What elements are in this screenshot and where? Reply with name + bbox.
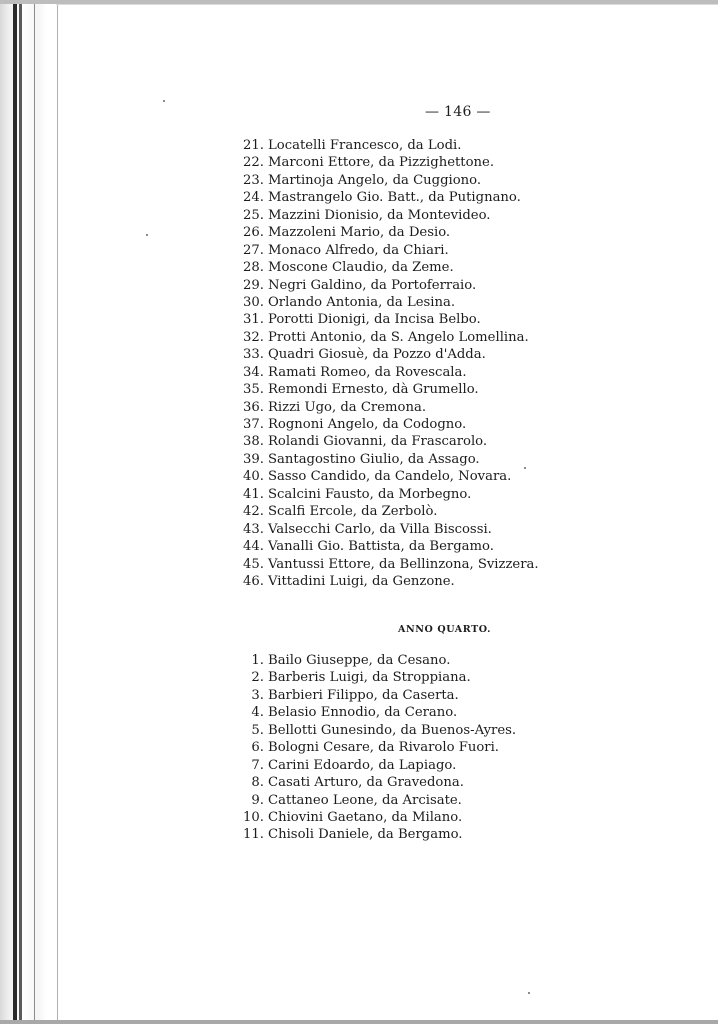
student-list-anno-quarto xyxy=(234,652,516,844)
entry-text: Rizzi Ugo, da Cremona. xyxy=(268,399,427,415)
entry-text: Porotti Dionigi, da Incisa Belbo. xyxy=(268,312,481,328)
list-entry xyxy=(234,556,539,573)
entry-text: Vantussi Ettore, da Bellinzona, Svizzera. xyxy=(268,556,539,572)
entry-number: 41. xyxy=(243,486,264,502)
entry-text: Barbieri Filippo, da Caserta. xyxy=(268,687,459,703)
entry-number: 40. xyxy=(243,469,264,485)
list-entry xyxy=(234,416,539,433)
entry-text: Belasio Ennodio, da Cerano. xyxy=(268,705,458,721)
entry-number: 37. xyxy=(243,417,264,432)
entry-number: 25. xyxy=(243,207,264,223)
list-entry xyxy=(234,774,516,791)
entry-text: Martinoja Angelo, da Cuggiono. xyxy=(268,172,482,188)
entry-number: 1. xyxy=(251,653,264,668)
entry-text: Chisoli Daniele, da Bergamo. xyxy=(268,827,463,843)
entry-text: Casati Arturo, da Gravedona. xyxy=(268,775,464,791)
entry-number: 32. xyxy=(243,329,264,345)
entry-text: Bailo Giuseppe, da Cesano. xyxy=(268,653,451,668)
entry-number: 38. xyxy=(243,434,264,450)
list-entry xyxy=(234,521,539,538)
paper-speck xyxy=(163,100,165,102)
gutter-shadow-line xyxy=(57,0,58,1024)
entry-text: Mazzoleni Mario, da Desio. xyxy=(268,225,451,241)
student-list-continued xyxy=(234,137,539,590)
list-entry xyxy=(234,486,539,503)
entry-number: 42. xyxy=(243,504,264,520)
entry-number: 45. xyxy=(243,556,264,572)
entry-text: Sasso Candido, da Candelo, Novara. xyxy=(268,469,512,485)
entry-text: Mazzini Dionisio, da Montevideo. xyxy=(268,207,491,223)
entry-text: Negri Galdino, da Portoferraio. xyxy=(268,277,477,293)
list-entry xyxy=(234,277,539,294)
list-entry xyxy=(234,669,516,686)
page-top-edge xyxy=(56,4,718,5)
entry-text: Cattaneo Leone, da Arcisate. xyxy=(268,792,462,808)
entry-text: Remondi Ernesto, dà Grumello. xyxy=(268,382,479,398)
entry-text: Vanalli Gio. Battista, da Bergamo. xyxy=(268,539,494,555)
gutter-shadow-line xyxy=(34,0,35,1024)
entry-text: Vittadini Luigi, da Genzone. xyxy=(268,573,455,589)
entry-number: 35. xyxy=(243,382,264,398)
entry-number: 21. xyxy=(243,138,264,153)
entry-number: 33. xyxy=(243,347,264,363)
list-entry xyxy=(234,329,539,346)
entry-number: 43. xyxy=(243,521,264,537)
entry-text: Marconi Ettore, da Pizzighettone. xyxy=(268,155,495,171)
entry-number: 22. xyxy=(243,155,264,171)
entry-number: 7. xyxy=(251,757,264,773)
entry-number: 36. xyxy=(243,399,264,415)
list-entry xyxy=(234,381,539,398)
list-entry xyxy=(234,704,516,721)
entry-number: 24. xyxy=(243,190,264,206)
list-entry xyxy=(234,399,539,416)
entry-text: Rognoni Angelo, da Codogno. xyxy=(268,417,467,432)
entry-number: 4. xyxy=(251,705,264,721)
list-entry xyxy=(234,311,539,328)
entry-number: 28. xyxy=(243,260,264,276)
entry-number: 8. xyxy=(251,775,264,791)
list-entry xyxy=(234,792,516,809)
page-number: — 146 — xyxy=(425,104,491,120)
entry-text: Mastrangelo Gio. Batt., da Putignano. xyxy=(268,190,521,206)
entry-number: 44. xyxy=(243,539,264,555)
section-heading: ANNO QUARTO. xyxy=(398,624,491,635)
entry-text: Chiovini Gaetano, da Milano. xyxy=(268,809,463,825)
list-entry xyxy=(234,468,539,485)
entry-number: 23. xyxy=(243,172,264,188)
entry-number: 6. xyxy=(251,740,264,756)
list-entry xyxy=(234,172,539,189)
entry-text: Monaco Alfredo, da Chiari. xyxy=(268,242,449,258)
entry-text: Barberis Luigi, da Stroppiana. xyxy=(268,670,471,686)
list-entry xyxy=(234,503,539,520)
entry-text: Santagostino Giulio, da Assago. xyxy=(268,451,480,467)
entry-number: 26. xyxy=(243,225,264,241)
paper-speck xyxy=(528,992,530,994)
entry-number: 39. xyxy=(243,451,264,467)
entry-number: 11. xyxy=(243,827,264,843)
entry-number: 5. xyxy=(251,722,264,738)
entry-text: Scalcini Fausto, da Morbegno. xyxy=(268,486,472,502)
entry-number: 3. xyxy=(251,687,264,703)
gutter-shadow-line xyxy=(13,0,17,1024)
entry-number: 46. xyxy=(243,573,264,589)
entry-text: Orlando Antonia, da Lesina. xyxy=(268,294,456,310)
list-entry xyxy=(234,826,516,843)
entry-number: 9. xyxy=(251,792,264,808)
entry-text: Scalfi Ercole, da Zerbolò. xyxy=(268,504,438,520)
entry-number: 29. xyxy=(243,277,264,293)
entry-text: Ramati Romeo, da Rovescala. xyxy=(268,364,467,380)
list-entry xyxy=(234,538,539,555)
list-entry xyxy=(234,722,516,739)
binding-gutter xyxy=(0,0,60,1024)
list-entry xyxy=(234,809,516,826)
entry-text: Carini Edoardo, da Lapiago. xyxy=(268,757,457,773)
list-entry xyxy=(234,189,539,206)
entry-text: Moscone Claudio, da Zeme. xyxy=(268,260,454,276)
list-entry xyxy=(234,242,539,259)
paper-speck xyxy=(146,234,148,236)
list-entry xyxy=(234,451,539,468)
entry-number: 34. xyxy=(243,364,264,380)
page-bottom-edge xyxy=(0,1020,718,1024)
entry-text: Quadri Giosuè, da Pozzo d'Adda. xyxy=(268,347,486,363)
list-entry xyxy=(234,573,539,590)
entry-text: Bellotti Gunesindo, da Buenos-Ayres. xyxy=(268,722,517,738)
entry-text: Locatelli Francesco, da Lodi. xyxy=(268,138,462,153)
list-entry xyxy=(234,224,539,241)
list-entry xyxy=(234,739,516,756)
list-entry xyxy=(234,757,516,774)
entry-number: 31. xyxy=(243,312,264,328)
entry-text: Rolandi Giovanni, da Frascarolo. xyxy=(268,434,488,450)
gutter-shadow-line xyxy=(19,0,22,1024)
list-entry xyxy=(234,346,539,363)
entry-text: Bologni Cesare, da Rivarolo Fuori. xyxy=(268,740,499,756)
entry-text: Valsecchi Carlo, da Villa Biscossi. xyxy=(268,521,492,537)
entry-number: 10. xyxy=(243,809,264,825)
entry-number: 30. xyxy=(243,294,264,310)
list-entry xyxy=(234,433,539,450)
list-entry xyxy=(234,652,516,669)
list-entry xyxy=(234,364,539,381)
list-entry xyxy=(234,154,539,171)
list-entry xyxy=(234,137,539,154)
entry-number: 2. xyxy=(251,670,264,686)
list-entry xyxy=(234,259,539,276)
list-entry xyxy=(234,207,539,224)
entry-number: 27. xyxy=(243,242,264,258)
list-entry xyxy=(234,294,539,311)
list-entry xyxy=(234,687,516,704)
entry-text: Protti Antonio, da S. Angelo Lomellina. xyxy=(268,329,529,345)
